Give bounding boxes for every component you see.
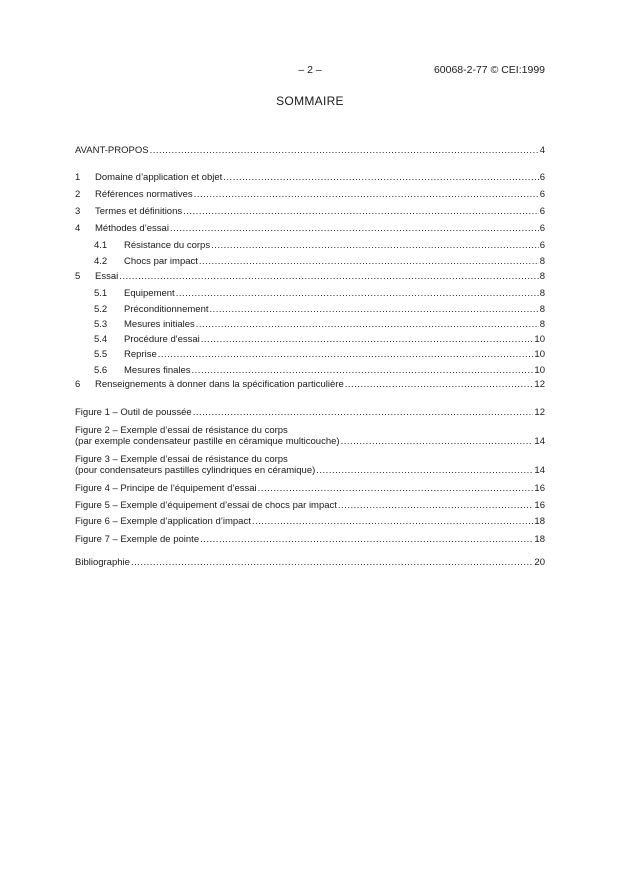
toc-figure[interactable]	[75, 425, 545, 447]
dot-leader	[170, 223, 539, 234]
toc-number: 3	[75, 206, 81, 217]
toc-label: Equipement	[124, 288, 175, 299]
toc-number: 4.1	[94, 240, 108, 251]
toc-page: 6	[539, 172, 545, 183]
toc-label: Figure 1 – Outil de poussée	[75, 407, 192, 418]
toc-page: 8	[539, 288, 545, 299]
toc-page: 6	[539, 189, 545, 200]
toc-label: AVANT-PROPOS	[75, 145, 149, 156]
dot-leader	[192, 365, 534, 376]
toc-label: Chocs par impact	[124, 256, 198, 267]
toc-page: 16	[534, 483, 545, 494]
toc-subentry[interactable]	[75, 256, 545, 267]
toc-page: 10	[534, 349, 545, 360]
toc-entry[interactable]	[75, 172, 545, 183]
toc-page: 6	[539, 223, 545, 234]
dot-leader	[131, 557, 533, 568]
toc-subentry[interactable]	[75, 334, 545, 345]
toc-label: Termes et définitions	[95, 206, 183, 217]
toc-label: Reprise	[124, 349, 157, 360]
dot-leader	[258, 483, 534, 494]
toc-subentry[interactable]	[75, 304, 545, 315]
toc-label: Figure 5 – Exemple d’équipement d’essai de chocs par impact	[75, 500, 337, 511]
toc-page: 6	[539, 206, 545, 217]
toc-label: Mesures finales	[124, 365, 191, 376]
toc-label: Procédure d'essai	[124, 334, 200, 345]
toc-page: 18	[534, 516, 545, 527]
toc-number: 4.2	[94, 256, 108, 267]
dot-leader	[252, 516, 534, 527]
toc-page: 14	[534, 436, 545, 447]
dot-leader	[223, 172, 538, 183]
toc-page: 12	[534, 407, 545, 418]
toc-entry[interactable]	[75, 223, 545, 234]
toc-subentry[interactable]	[75, 365, 545, 376]
dot-leader	[316, 465, 533, 476]
toc-subentry[interactable]	[75, 349, 545, 360]
dot-leader	[200, 534, 533, 545]
dot-leader	[341, 436, 534, 447]
toc-label: Renseignements à donner dans la spécification particulière	[95, 379, 344, 390]
toc-page: 10	[534, 365, 545, 376]
toc-page: 16	[534, 500, 545, 511]
toc-figure[interactable]	[75, 516, 545, 527]
toc-page: 8	[539, 304, 545, 315]
toc-subentry[interactable]	[75, 240, 545, 251]
toc-subentry[interactable]	[75, 288, 545, 299]
dot-leader	[183, 206, 539, 217]
toc-entry[interactable]	[75, 206, 545, 217]
toc-number: 5.6	[94, 365, 108, 376]
toc-entry[interactable]	[75, 189, 545, 200]
document-reference: 60068-2-77 © CEI:1999	[433, 64, 545, 76]
toc-figure[interactable]	[75, 454, 545, 476]
toc-label: Mesures initiales	[124, 319, 195, 330]
toc-number: 5.4	[94, 334, 108, 345]
toc-figure[interactable]	[75, 534, 545, 545]
toc-number: 1	[75, 172, 81, 183]
page-title: SOMMAIRE	[276, 94, 344, 108]
toc-page: 14	[534, 465, 545, 476]
dot-leader	[158, 349, 534, 360]
toc-label: Références normatives	[95, 189, 193, 200]
toc-entry[interactable]	[75, 379, 545, 390]
toc-label: Figure 3 – Exemple d’essai de résistance du corps	[75, 454, 288, 465]
dot-leader	[176, 288, 539, 299]
toc-figure[interactable]	[75, 483, 545, 494]
toc-page: 20	[534, 557, 545, 568]
toc-number: 5.2	[94, 304, 108, 315]
toc-label: Figure 2 – Exemple d’essai de résistance du corps	[75, 425, 288, 436]
toc-number: 5.3	[94, 319, 108, 330]
dot-leader	[119, 271, 538, 282]
toc-label-continued: (pour condensateurs pastilles cylindriques en céramique)	[75, 465, 316, 476]
toc-label: Figure 4 – Principe de l’équipement d’essai	[75, 483, 257, 494]
toc-label: Résistance du corps	[124, 240, 211, 251]
dot-leader	[210, 304, 539, 315]
dot-leader	[211, 240, 539, 251]
toc-number: 6	[75, 379, 81, 390]
toc-label: Figure 6 – Exemple d’application d’impact	[75, 516, 251, 527]
toc-page: 4	[539, 145, 545, 156]
toc-page: 12	[534, 379, 545, 390]
toc-label: Domaine d’application et objet	[95, 172, 223, 183]
toc-number: 5.1	[94, 288, 108, 299]
toc-page: 8	[539, 256, 545, 267]
toc-page: 6	[539, 240, 545, 251]
toc-label: Méthodes d’essai	[95, 223, 169, 234]
toc-figure[interactable]	[75, 500, 545, 511]
dot-leader	[345, 379, 534, 390]
toc-label: Essai	[95, 271, 119, 282]
dot-leader	[201, 334, 534, 345]
toc-subentry[interactable]	[75, 319, 545, 330]
toc-label: Bibliographie	[75, 557, 130, 568]
toc-number: 4	[75, 223, 81, 234]
dot-leader	[338, 500, 534, 511]
toc-entry[interactable]	[75, 271, 545, 282]
dot-leader	[194, 189, 539, 200]
dot-leader	[150, 145, 539, 156]
toc-number: 5	[75, 271, 81, 282]
toc-number: 2	[75, 189, 81, 200]
dot-leader	[199, 256, 539, 267]
toc-label-continued: (par exemple condensateur pastille en céramique multicouche)	[75, 436, 340, 447]
toc-label: Préconditionnement	[124, 304, 209, 315]
toc-page: 8	[539, 319, 545, 330]
dot-leader	[196, 319, 539, 330]
toc-entry-bibliographie[interactable]	[75, 557, 545, 568]
toc-page: 8	[539, 271, 545, 282]
toc-number: 5.5	[94, 349, 108, 360]
dot-leader	[193, 407, 534, 418]
toc-label: Figure 7 – Exemple de pointe	[75, 534, 200, 545]
page-number: – 2 –	[298, 64, 322, 76]
toc-entry-avant-propos[interactable]	[75, 145, 545, 156]
toc-page: 10	[534, 334, 545, 345]
toc-figure[interactable]	[75, 407, 545, 418]
toc-page: 18	[534, 534, 545, 545]
